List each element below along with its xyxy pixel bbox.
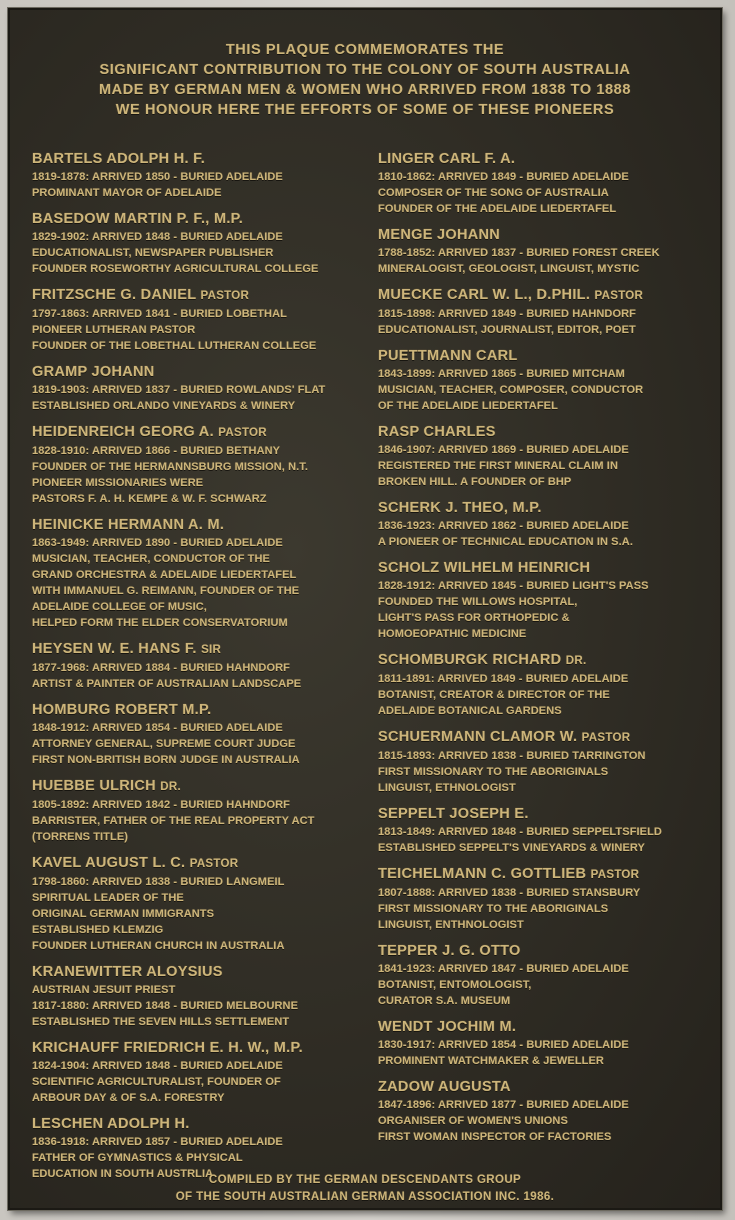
- pioneer-detail-line: LINGUIST, ENTHNOLOGIST: [378, 919, 524, 931]
- pioneer-name-text: PUETTMANN CARL: [378, 348, 518, 364]
- pioneer-entry: [378, 286, 718, 338]
- pioneer-name: [32, 423, 372, 443]
- pioneer-name: [378, 1018, 718, 1037]
- pioneer-detail-line: PROMINENT WATCHMAKER & JEWELLER: [378, 1055, 604, 1067]
- pioneer-detail-line: A PIONEER OF TECHNICAL EDUCATION IN S.A.: [378, 536, 633, 548]
- pioneer-name-text: BARTELS ADOLPH H. F.: [32, 151, 206, 167]
- pioneer-entry: [378, 499, 718, 550]
- pioneer-name-text: MENGE JOHANN: [378, 227, 501, 243]
- pioneer-name: [378, 805, 718, 824]
- pioneer-detail-line: AUSTRIAN JESUIT PRIEST: [32, 984, 176, 996]
- pioneer-detail-line: SPIRITUAL LEADER OF THE: [32, 892, 184, 904]
- pioneer-name: [378, 865, 718, 885]
- pioneer-name: [378, 1078, 718, 1097]
- pioneer-entry: [32, 286, 372, 354]
- header-line: THIS PLAQUE COMMEMORATES THE: [225, 42, 505, 58]
- pioneer-entry: [378, 865, 718, 933]
- pioneer-detail-line: 1810-1862: ARRIVED 1849 - BURIED ADELAIDE: [378, 171, 629, 183]
- pioneer-detail-line: EDUCATIONALIST, NEWSPAPER PUBLISHER: [32, 247, 274, 259]
- header-line: WE HONOUR HERE THE EFFORTS OF SOME OF THESE PIONEERS: [115, 102, 615, 118]
- pioneer-entry: [32, 150, 372, 201]
- pioneer-detail-line: ARBOUR DAY & OF S.A. FORESTRY: [32, 1092, 225, 1104]
- pioneer-detail-line: SCIENTIFIC AGRICULTURALIST, FOUNDER OF: [32, 1076, 281, 1088]
- pioneer-detail-line: (TORRENS TITLE): [32, 831, 129, 843]
- pioneer-detail-line: 1828-1912: ARRIVED 1845 - BURIED LIGHT'S PASS: [378, 580, 649, 592]
- pioneer-detail-line: 1830-1917: ARRIVED 1854 - BURIED ADELAIDE: [378, 1039, 629, 1051]
- pioneer-detail-line: FATHER OF GYMNASTICS & PHYSICAL: [32, 1152, 243, 1164]
- pioneer-detail-line: FIRST MISSIONARY TO THE ABORIGINALS: [378, 903, 609, 915]
- header-line: SIGNIFICANT CONTRIBUTION TO THE COLONY OF SOUTH AUSTRALIA: [99, 62, 631, 78]
- pioneer-detail-line: ORIGINAL GERMAN IMMIGRANTS: [32, 908, 215, 920]
- pioneer-detail-line: 1807-1888: ARRIVED 1838 - BURIED STANSBURY: [378, 887, 641, 899]
- pioneer-detail-line: FOUNDER OF THE HERMANNSBURG MISSION, N.T.: [32, 461, 309, 473]
- pioneer-detail-line: COMPOSER OF THE SONG OF AUSTRALIA: [378, 187, 609, 199]
- pioneer-name: [378, 286, 718, 306]
- pioneer-detail-line: BROKEN HILL. A FOUNDER OF BHP: [378, 476, 572, 488]
- pioneer-name-text: WENDT JOCHIM M.: [378, 1019, 517, 1035]
- left-column: [32, 150, 372, 1191]
- pioneer-name: [378, 559, 718, 578]
- pioneer-detail-line: ARTIST & PAINTER OF AUSTRALIAN LANDSCAPE: [32, 678, 302, 690]
- pioneer-detail-line: MINERALOGIST, GEOLOGIST, LINGUIST, MYSTIC: [378, 263, 640, 275]
- pioneer-name: [32, 516, 372, 535]
- pioneer-detail-line: FIRST NON-BRITISH BORN JUDGE IN AUSTRALIA: [32, 754, 300, 766]
- pioneer-detail-line: 1847-1896: ARRIVED 1877 - BURIED ADELAIDE: [378, 1099, 629, 1111]
- pioneer-detail-line: 1813-1849: ARRIVED 1848 - BURIED SEPPELTSFIELD: [378, 826, 662, 838]
- pioneer-detail-line: ESTABLISHED SEPPELT'S VINEYARDS & WINERY: [378, 842, 645, 854]
- pioneer-entry: [378, 805, 718, 856]
- pioneer-detail-line: BOTANIST, CREATOR & DIRECTOR OF THE: [378, 689, 610, 701]
- pioneer-detail-line: PASTORS F. A. H. KEMPE & W. F. SCHWARZ: [32, 493, 267, 505]
- pioneer-entry: [32, 363, 372, 414]
- pioneer-name: [378, 226, 718, 245]
- pioneer-detail-line: MUSICIAN, TEACHER, CONDUCTOR OF THE: [32, 553, 270, 565]
- pioneer-detail-line: HELPED FORM THE ELDER CONSERVATORIUM: [32, 617, 288, 629]
- pioneer-entry: [378, 942, 718, 1009]
- pioneer-name: [32, 640, 372, 660]
- pioneer-detail-line: ADELAIDE BOTANICAL GARDENS: [378, 705, 562, 717]
- pioneer-name: [378, 150, 718, 169]
- pioneer-entry: [378, 226, 718, 277]
- pioneer-entry: [378, 1018, 718, 1069]
- pioneer-detail-line: ESTABLISHED ORLANDO VINEYARDS & WINERY: [32, 400, 296, 412]
- pioneer-detail-line: 1805-1892: ARRIVED 1842 - BURIED HAHNDORF: [32, 799, 290, 811]
- pioneer-name-text: HEINICKE HERMANN A. M.: [32, 517, 225, 533]
- pioneer-detail-line: 1843-1899: ARRIVED 1865 - BURIED MITCHAM: [378, 368, 625, 380]
- plaque-header: [30, 40, 700, 120]
- pioneer-name: [378, 347, 718, 366]
- pioneer-detail-line: FOUNDED THE WILLOWS HOSPITAL,: [378, 596, 578, 608]
- pioneer-name-text: RASP CHARLES: [378, 424, 496, 440]
- pioneer-detail-line: 1877-1968: ARRIVED 1884 - BURIED HAHNDORF: [32, 662, 290, 674]
- pioneer-entry: [378, 651, 718, 719]
- pioneer-name-text: HEIDENREICH GEORG A.: [32, 424, 214, 440]
- pioneer-detail-line: 1819-1903: ARRIVED 1837 - BURIED ROWLANDS' FLAT: [32, 384, 326, 396]
- pioneer-name: [378, 728, 718, 748]
- pioneer-name: [32, 963, 372, 982]
- pioneer-detail-line: ATTORNEY GENERAL, SUPREME COURT JUDGE: [32, 738, 296, 750]
- pioneer-name: [32, 777, 372, 797]
- pioneer-detail-line: BARRISTER, FATHER OF THE REAL PROPERTY ACT: [32, 815, 315, 827]
- pioneer-title-suffix: PASTOR: [594, 290, 644, 302]
- pioneer-name-text: BASEDOW MARTIN P. F., M.P.: [32, 211, 244, 227]
- footer-line: COMPILED BY THE GERMAN DESCENDANTS GROUP: [208, 1174, 522, 1186]
- pioneer-detail-line: FOUNDER LUTHERAN CHURCH IN AUSTRALIA: [32, 940, 285, 952]
- pioneer-title-suffix: PASTOR: [189, 858, 239, 870]
- pioneer-name-text: ZADOW AUGUSTA: [378, 1079, 511, 1095]
- pioneer-detail-line: FOUNDER ROSEWORTHY AGRICULTURAL COLLEGE: [32, 263, 319, 275]
- pioneer-title-suffix: PASTOR: [218, 427, 267, 439]
- pioneer-name-text: FRITZSCHE G. DANIEL: [32, 287, 197, 303]
- pioneer-detail-line: PROMINANT MAYOR OF ADELAIDE: [32, 187, 222, 199]
- pioneer-detail-line: 1848-1912: ARRIVED 1854 - BURIED ADELAIDE: [32, 722, 283, 734]
- pioneer-entry: [378, 150, 718, 217]
- pioneer-detail-line: 1828-1910: ARRIVED 1866 - BURIED BETHANY: [32, 445, 281, 457]
- pioneer-name-text: SCHOMBURGK RICHARD: [378, 652, 562, 668]
- pioneer-detail-line: CURATOR S.A. MUSEUM: [378, 995, 511, 1007]
- pioneer-entry: [378, 1078, 718, 1145]
- pioneer-title-suffix: PASTOR: [581, 732, 631, 744]
- pioneer-entry: [32, 640, 372, 692]
- pioneer-detail-line: FOUNDER OF THE ADELAIDE LIEDERTAFEL: [378, 203, 617, 215]
- pioneer-detail-line: 1829-1902: ARRIVED 1848 - BURIED ADELAIDE: [32, 231, 283, 243]
- pioneer-entry: [32, 423, 372, 507]
- pioneer-entry: [32, 210, 372, 277]
- pioneer-name-text: HUEBBE ULRICH: [32, 778, 156, 794]
- pioneer-name: [32, 1115, 372, 1134]
- pioneer-detail-line: 1863-1949: ARRIVED 1890 - BURIED ADELAIDE: [32, 537, 283, 549]
- pioneer-detail-line: 1811-1891: ARRIVED 1849 - BURIED ADELAIDE: [378, 673, 629, 685]
- pioneer-name-text: KRANEWITTER ALOYSIUS: [32, 964, 223, 980]
- pioneer-name-text: HEYSEN W. E. HANS F.: [32, 641, 197, 657]
- pioneer-detail-line: EDUCATIONALIST, JOURNALIST, EDITOR, POET: [378, 324, 636, 336]
- pioneer-entry: [32, 701, 372, 768]
- pioneer-detail-line: 1819-1878: ARRIVED 1850 - BURIED ADELAIDE: [32, 171, 283, 183]
- pioneer-detail-line: ADELAIDE COLLEGE OF MUSIC,: [32, 601, 207, 613]
- footer-line: OF THE SOUTH AUSTRALIAN GERMAN ASSOCIATION INC. 1986.: [175, 1191, 555, 1203]
- pioneer-detail-line: 1797-1863: ARRIVED 1841 - BURIED LOBETHAL: [32, 308, 287, 320]
- pioneer-detail-line: ORGANISER OF WOMEN'S UNIONS: [378, 1115, 568, 1127]
- pioneer-detail-line: FIRST MISSIONARY TO THE ABORIGINALS: [378, 766, 609, 778]
- pioneer-detail-line: ESTABLISHED THE SEVEN HILLS SETTLEMENT: [32, 1016, 290, 1028]
- pioneer-name: [32, 210, 372, 229]
- pioneer-title-suffix: PASTOR: [590, 869, 640, 881]
- bronze-plaque: [8, 8, 722, 1210]
- pioneer-name-text: GRAMP JOHANN: [32, 364, 155, 380]
- pioneer-detail-line: GRAND ORCHESTRA & ADELAIDE LIEDERTAFEL: [32, 569, 297, 581]
- pioneer-entry: [378, 423, 718, 490]
- pioneer-name-text: TEPPER J. G. OTTO: [378, 943, 521, 959]
- pioneer-entry: [378, 347, 718, 414]
- pioneer-name-text: HOMBURG ROBERT M.P.: [32, 702, 212, 718]
- pioneer-detail-line: 1798-1860: ARRIVED 1838 - BURIED LANGMEIL: [32, 876, 285, 888]
- pioneer-detail-line: WITH IMMANUEL G. REIMANN, FOUNDER OF THE: [32, 585, 300, 597]
- pioneer-entry: [378, 559, 718, 642]
- pioneer-detail-line: 1815-1893: ARRIVED 1838 - BURIED TARRINGTON: [378, 750, 646, 762]
- pioneer-detail-line: ESTABLISHED KLEMZIG: [32, 924, 164, 936]
- pioneer-detail-line: LINGUIST, ETHNOLOGIST: [378, 782, 516, 794]
- pioneer-name-text: SCHERK J. THEO, M.P.: [378, 500, 542, 516]
- pioneer-detail-line: 1824-1904: ARRIVED 1848 - BURIED ADELAIDE: [32, 1060, 283, 1072]
- pioneer-name-text: SCHUERMANN CLAMOR W.: [378, 729, 578, 745]
- pioneer-name: [32, 363, 372, 382]
- pioneer-name-text: SCHOLZ WILHELM HEINRICH: [378, 560, 591, 576]
- pioneer-detail-line: OF THE ADELAIDE LIEDERTAFEL: [378, 400, 558, 412]
- pioneer-title-suffix: DR.: [565, 655, 587, 667]
- pioneer-name-text: LINGER CARL F. A.: [378, 151, 516, 167]
- pioneer-name-text: TEICHELMANN C. GOTTLIEB: [378, 866, 587, 882]
- pioneer-detail-line: 1788-1852: ARRIVED 1837 - BURIED FOREST CREEK: [378, 247, 660, 259]
- pioneer-detail-line: FOUNDER OF THE LOBETHAL LUTHERAN COLLEGE: [32, 340, 317, 352]
- pioneer-detail-line: HOMOEOPATHIC MEDICINE: [378, 628, 527, 640]
- pioneer-detail-line: MUSICIAN, TEACHER, COMPOSER, CONDUCTOR: [378, 384, 644, 396]
- pioneer-entry: [378, 728, 718, 796]
- pioneer-detail-line: LIGHT'S PASS FOR ORTHOPEDIC &: [378, 612, 570, 624]
- pioneer-detail-line: 1836-1923: ARRIVED 1862 - BURIED ADELAIDE: [378, 520, 629, 532]
- pioneer-detail-line: FIRST WOMAN INSPECTOR OF FACTORIES: [378, 1131, 612, 1143]
- pioneer-detail-line: 1815-1898: ARRIVED 1849 - BURIED HAHNDORF: [378, 308, 636, 320]
- pioneer-name: [378, 942, 718, 961]
- pioneer-name-text: KRICHAUFF FRIEDRICH E. H. W., M.P.: [32, 1040, 303, 1056]
- pioneer-detail-line: 1841-1923: ARRIVED 1847 - BURIED ADELAIDE: [378, 963, 629, 975]
- right-column: [378, 150, 718, 1154]
- pioneer-detail-line: PIONEER LUTHERAN PASTOR: [32, 324, 196, 336]
- pioneer-detail-line: EDUCATION IN SOUTH AUSTRLIA: [32, 1168, 214, 1180]
- pioneer-entry: [32, 516, 372, 631]
- pioneer-entry: [32, 1039, 372, 1106]
- pioneer-title-suffix: PASTOR: [200, 290, 250, 302]
- pioneer-name-text: LESCHEN ADOLPH H.: [32, 1116, 190, 1132]
- pioneer-name: [32, 286, 372, 306]
- pioneer-name: [378, 499, 718, 518]
- header-line: MADE BY GERMAN MEN & WOMEN WHO ARRIVED FROM 1838 TO 1888: [98, 82, 632, 98]
- pioneer-name: [378, 423, 718, 442]
- pioneer-name-text: KAVEL AUGUST L. C.: [32, 855, 186, 871]
- pioneer-name-text: MUECKE CARL W. L., D.PHIL.: [378, 287, 591, 303]
- pioneer-entry: [32, 777, 372, 845]
- pioneer-detail-line: 1846-1907: ARRIVED 1869 - BURIED ADELAIDE: [378, 444, 629, 456]
- pioneer-title-suffix: DR.: [160, 781, 181, 793]
- pioneer-detail-line: 1836-1918: ARRIVED 1857 - BURIED ADELAIDE: [32, 1136, 283, 1148]
- pioneer-detail-line: 1817-1880: ARRIVED 1848 - BURIED MELBOURNE: [32, 1000, 299, 1012]
- pioneer-title-suffix: SIR: [201, 644, 222, 656]
- plaque-footer: [30, 1172, 700, 1206]
- pioneer-entry: [32, 854, 372, 954]
- pioneer-name: [32, 701, 372, 720]
- pioneer-name: [32, 1039, 372, 1058]
- pioneer-detail-line: PIONEER MISSIONARIES WERE: [32, 477, 204, 489]
- pioneer-name: [32, 150, 372, 169]
- pioneer-detail-line: REGISTERED THE FIRST MINERAL CLAIM IN: [378, 460, 619, 472]
- pioneer-name-text: SEPPELT JOSEPH E.: [378, 806, 529, 822]
- pioneer-name: [378, 651, 718, 671]
- pioneer-name: [32, 854, 372, 874]
- pioneer-detail-line: BOTANIST, ENTOMOLOGIST,: [378, 979, 532, 991]
- pioneer-entry: [32, 963, 372, 1030]
